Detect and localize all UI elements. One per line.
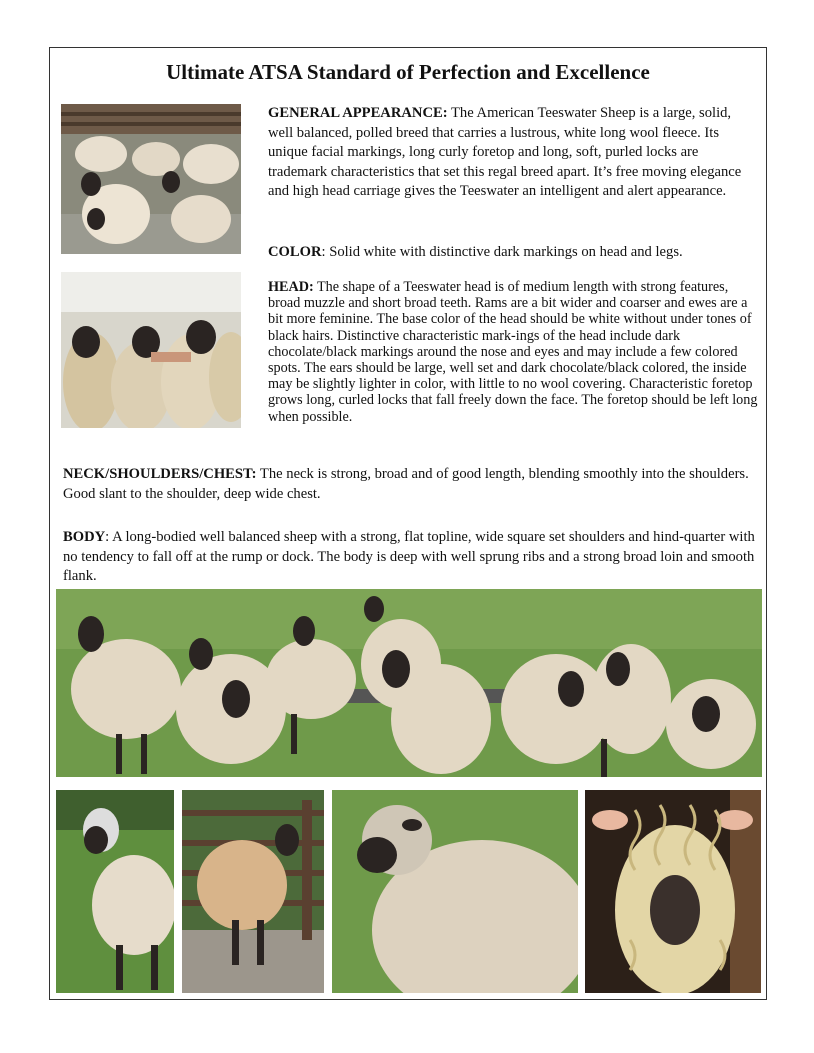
general-appearance-text [268,104,750,202]
head-label: HEAD: [268,279,314,295]
head-body: The shape of a Teeswater head is of medium length with strong features, broad muzzle and short broad teeth. Rams are a bit wider and coarser and ewes are a bit more feminine. The base color of the head should be white without under tones of black hairs. Distinctive characteristic mark-ings of the head include dark chocolate/black markings around the nose and eyes and may include a few colored spots. The ears should be large, well set and dark chocolate/black colored, the inside may be slightly lighter in color, with little to no wool covering. Characteristic foretop grows long, curled locks that fall freely down the face. The foretop should be left long when possible. [268,279,758,425]
color-text [268,243,750,263]
color-body: : Solid white with distinctive dark markings on head and legs. [321,244,683,260]
body-label: BODY [63,529,106,545]
color-label: COLOR [268,244,322,260]
body-body: : A long-bodied well balanced sheep with a strong, flat topline, wide square set shoulders and hind-quarter with no tendency to fall off at the rump or dock. The body is deep with well sprung ribs and a strong broad loin and smooth flank. [63,529,755,584]
general-appearance-body: The American Teeswater Sheep is a large, solid, well balanced, polled breed that carries a lustrous, white long wool fleece. Its unique facial markings, long curly foretop and long, soft, purled locks are trademark characteristics that set this regal breed apart. It’s free moving elegance and high head carriage gives the Teeswater an intelligent and alert appearance. [268,105,742,199]
neck-text [63,465,757,504]
photo-sheep-closeup [332,790,578,993]
head-text [268,279,758,425]
photo-sheep-standing-grass [56,790,174,993]
general-appearance-label: GENERAL APPEARANCE: [268,105,448,121]
photo-sheep-foretop [585,790,761,993]
photo-flock-pen [61,104,241,254]
page-title: Ultimate ATSA Standard of Perfection and Excellence [166,60,650,84]
neck-body: The neck is strong, broad and of good length, blending smoothly into the shoulders. Good slant to the shoulder, deep wide chest. [63,466,749,502]
photo-flock-field [56,589,762,777]
body-text [63,528,761,587]
neck-label: NECK/SHOULDERS/CHEST: [63,466,257,482]
photo-sheep-heads [61,272,241,428]
photo-sheep-by-gate [182,790,324,993]
